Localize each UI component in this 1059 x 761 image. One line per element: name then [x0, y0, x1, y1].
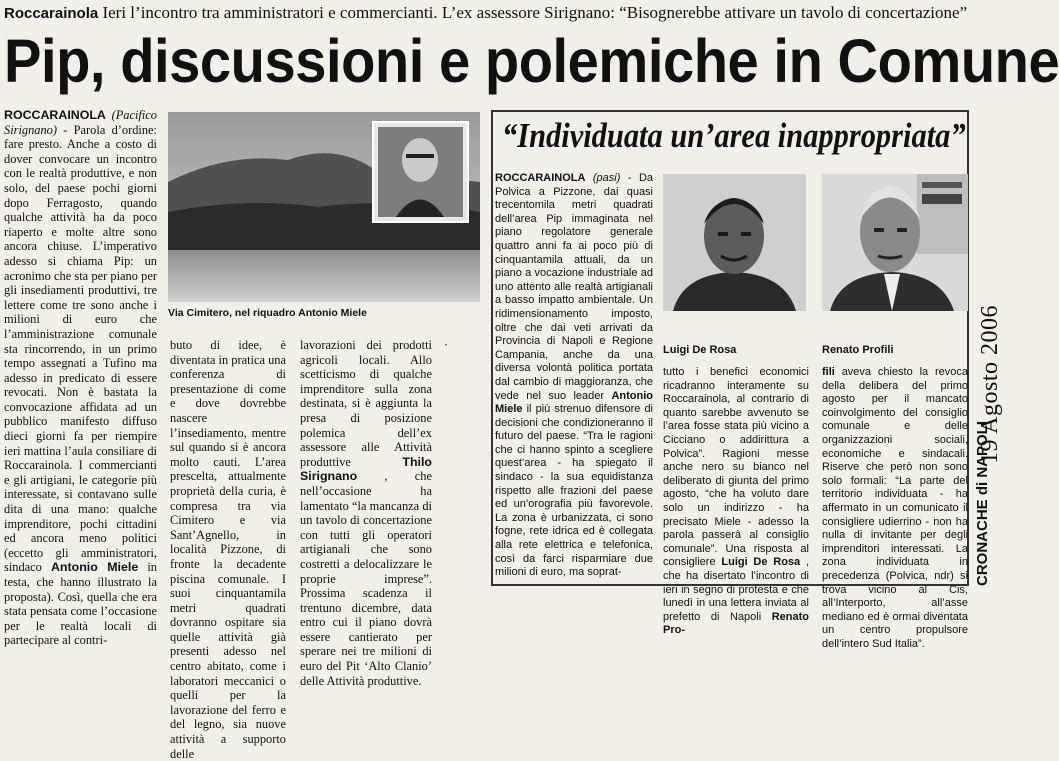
body-text: , che nell’occasione ha lamentato “la mancanza di un tavolo di concertazione con tutti gli operatori artigianali che sono costretti a delocalizzare le proprie imprese”. Prossima scadenza il trentuno dicembre, data entro cui il piano dovrà essere cantierato per sperare nei tre milioni di euro del Pit ‘Alto Clanio’ delle Attività produttive.: [300, 469, 432, 688]
kicker-text: Ieri l’incontro tra amministratori e commercianti. L’ex assessore Sirignano: “Bisognerebbe attivare un tavolo di concertazione”: [102, 3, 968, 22]
body-text: il più strenuo difensore di decisioni che condizioneranno il futuro del paese. “Tra le ragioni che ci hanno spinto a scegliere quest’area - ha spiegato il sindaco - la sua equidistanza rispetto alle frazioni del paese ed un’orografia più favorevole. La zona è urbanizzata, ci sono fogne, rete idrica ed è collegata alla rete elettrica e telefonica, così da farci risparmiare due milioni di euro, ma soprat-: [495, 403, 654, 579]
byline: (pasi): [592, 172, 621, 184]
bold-name: Antonio Miele: [50, 560, 139, 575]
portrait-photo-right: [822, 174, 968, 311]
body-text: aveva chiesto la revoca della delibera del primo agosto per il mancato coinvolgimento del consiglio comunale e delle organizzazioni sociali, economiche e sindacali. Riserve che però non sono solo formali: “La parte del territorio individuata - ha affermato in un comunicato il consigliere udierrino - non ha nulla di invitante per degli imprenditori interessati. La zona individuata in precedenza (Polvica, ndr) si trova vicino al Cis, all’Interporto, all’asse mediano ed è ormai diventata un centro propulsore dell’intero Sud Italia”.: [822, 366, 968, 650]
headline: Pip, discussioni e polemiche in Comune: [4, 27, 1059, 95]
sidebar-column-1: [495, 172, 653, 586]
masthead-name: CRONACHE di NAPOLI: [974, 421, 991, 586]
body-text: - Da Polvica a Pizzone, dai quasi trecentomila metri quadrati dell’area Pip immaginata nel piano regolatore generale quattro anni fa ai poco più di cinquantamila attuali, da un piano a vocazione industriale ad uno attento alle realtà artigianali a basso impatto ambientale. Un ridimensionamento imposto, oltre che dai veti arrivati da Provincia di Napoli e Regione Campania, anche da una diversa volontà politica portata dal cambio di maggioranza, che vede nel suo leader: [495, 172, 653, 402]
portrait-caption-right: Renato Profili: [822, 344, 894, 356]
main-photo: [168, 112, 480, 302]
body-text: tutto i benefici economici ricadranno interamente su Roccarainola, al contrario di quanto sarebbe avvenuto se l’area fosse stata più vicino a Cicciano o addirittura a Polvica”. Ragioni messe anche nero su bianco nel deliberato di giunta del primo agosto, “che ha voluto dare solo un indirizzo - ha precisato Miele - adesso la parola passerà al consiglio comunale”. Una risposta al consigliere: [663, 366, 809, 569]
body-text: , che ha disertato l’incontro di ieri in segno di protesta e che lunedì in una lettera inviata al prefetto di Napoli: [663, 556, 809, 623]
body-text: in testa, che hanno illustrato la proposta). Così, quella che era stata pensata come l’occasione per le realtà locali di partecipare al contri-: [4, 560, 157, 648]
dateline: ROCCARAINOLA: [495, 172, 586, 184]
masthead-strip: [974, 108, 1003, 586]
main-article-column-3: [300, 338, 432, 688]
portrait-photo-left: [663, 174, 806, 311]
masthead-date: 19 Agosto 2006: [977, 304, 1003, 464]
photo-caption: Via Cimitero, nel riquadro Antonio Miele: [168, 307, 367, 319]
kicker-line: [4, 3, 972, 23]
body-text: buto di idee, è diventata in pratica una conferenza di presentazione di come e dove dovrebbe nascere l’insediamento, mentre sul quando si è ancora molto cauti. L’area prescelta, attualmente proprietà della curia, è compresa tra via Cimitero e via Sant’Agnello, in località Pizzone, di fronte la decadente piscina comunale. I suoi cinquantamila metri quadrati dovranno ospitare sia quelle attività già presenti adesso nel centro abitato, come i laboratori meccanici o quelli per la lavorazione del ferro e del legno, sia nuove attività a supporto delle: [170, 338, 286, 761]
bold-name: Renato Pro-: [663, 610, 809, 637]
main-article-column-2: [170, 338, 286, 761]
main-article-column-1: [4, 108, 157, 648]
bold-name: Thilo Sirignano: [300, 454, 432, 484]
photo-via-cimitero: [168, 112, 480, 302]
sidebar-title: “Individuata un’area inappropriata”: [502, 116, 966, 155]
body-text: ·: [444, 338, 449, 352]
main-article-column-4: [444, 338, 482, 586]
dateline: ROCCARAINOLA: [4, 108, 106, 122]
body-text: lavorazioni dei prodotti agricoli locali. Allo scetticismo di qualche imprenditore sulla zona destinata, si è aggiunta la presa di posizione polemica dell’ex assessore alle Attività produttive: [300, 338, 432, 469]
sidebar-column-3: [822, 366, 968, 650]
kicker-place: Roccarainola: [4, 5, 99, 22]
bold-name: fili: [822, 366, 835, 378]
byline: (Pacifico Sirignano): [4, 108, 157, 137]
bold-name: Luigi De Rosa: [721, 556, 801, 569]
portrait-luigi-de-rosa: [663, 174, 806, 311]
portrait-caption-left: Luigi De Rosa: [663, 344, 737, 356]
body-text: - Parola d’ordine: fare presto. Anche a costo di dover convocare un incontro con le realtà produttive, e non solo, del paese pochi giorni dopo Ferragosto, quando qualche attività ha da poco riaperto e molte altre sono ancora chiuse. L’imperativo adesso si chiama Pip: un acronimo che sta per piano per gli insediamenti produttivi, tre lettere come tre sono anche i milioni di euro che l’amministrazione comunale sta rincorrendo, in un primo tempo assegnati a Tufino ma adesso in predicato di essere revocati. Non è bastata la convocazione affidata ad un pubblico manifesto diffuso dieci giorni fa per riempire ieri mattina l’aula consiliare di Roccarainola. I commercianti e gli artigiani, le categorie più interessate, si contavano sulle dita di una mano: qualche imprenditore, pochi cittadini ed ancora meno politici (eccetto gli amministratori, sindaco: [4, 122, 157, 575]
bold-name: Antonio Miele: [495, 389, 653, 416]
sidebar-column-2: [663, 366, 809, 637]
portrait-renato-profili: [822, 174, 968, 311]
